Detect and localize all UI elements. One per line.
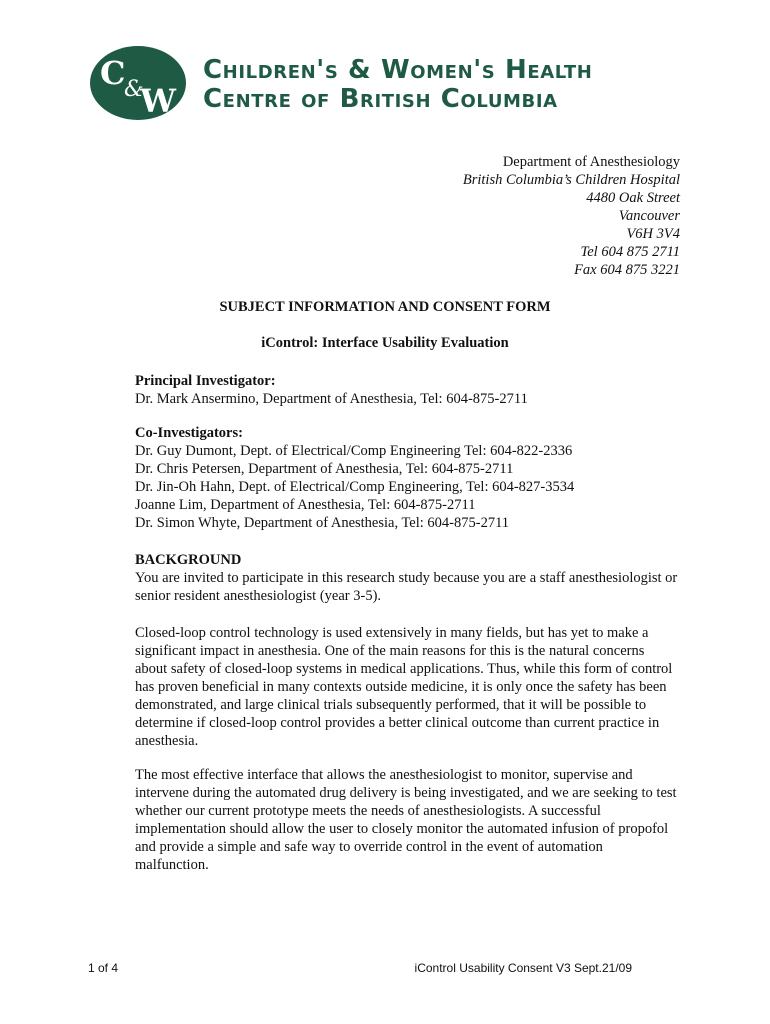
cw-logo-icon — [88, 44, 188, 122]
background-intro: You are invited to participate in this research study because you are a staff anesthesiologist or senior resident anesthesiologist (year 3-5). — [135, 570, 678, 604]
logo-mark-w: W — [140, 82, 176, 120]
principal-investigator-label: Principal Investigator: — [135, 373, 276, 389]
telephone: Tel 604 875 2711 — [580, 244, 680, 260]
background-heading: BACKGROUND — [135, 552, 242, 568]
background-paragraph-1-block — [135, 624, 680, 750]
background-paragraph-1: Closed-loop control technology is used extensively in many fields, but has yet to make a significant impact in anesthesia. One of the main reasons for this is the natural concerns about safety of closed-loop systems in medical applications. Thus, while this form of control has proven beneficial in many contexts outside medicine, it is only once the safety has been demonstrated, and large clinical trials subsequently performed, that it will be possible to determine if closed-loop control provides a better clinical outcome than current practice in anesthesia. — [135, 625, 673, 749]
form-title: SUBJECT INFORMATION AND CONSENT FORM — [219, 299, 551, 315]
logo-wordmark — [203, 56, 592, 114]
city: Vancouver — [618, 208, 680, 224]
co-investigator-item: Joanne Lim, Department of Anesthesia, Tel: 604-875-2711 — [135, 497, 476, 513]
background-paragraph-2-block — [135, 766, 680, 874]
department-name: Department of Anesthesiology — [502, 154, 680, 170]
co-investigators-section — [135, 424, 680, 532]
co-investigator-item: Dr. Jin-Oh Hahn, Dept. of Electrical/Comp Engineering, Tel: 604-827-3534 — [135, 479, 575, 495]
logo-line-2: Centre of British Columbia — [203, 84, 558, 114]
street-address: 4480 Oak Street — [586, 190, 680, 206]
co-investigator-item: Dr. Guy Dumont, Dept. of Electrical/Comp Engineering Tel: 604-822-2336 — [135, 443, 573, 459]
hospital-name: British Columbia’s Children Hospital — [462, 172, 680, 188]
co-investigator-item: Dr. Simon Whyte, Department of Anesthesia, Tel: 604-875-2711 — [135, 515, 510, 531]
principal-investigator-name: Dr. Mark Ansermino, Department of Anesthesia, Tel: 604-875-2711 — [135, 391, 528, 407]
address-block — [463, 153, 680, 279]
postal-code: V6H 3V4 — [626, 226, 680, 242]
background-paragraph-2: The most effective interface that allows the anesthesiologist to monitor, supervise and intervene during the automated drug delivery is being investigated, and we are seeking to test whether our current prototype meets the needs of anesthesiologists. A successful implementation should allow the user to closely monitor the automated infusion of propofol and provide a simple and safe way to override control in the event of automation malfunction. — [135, 767, 677, 873]
co-investigator-item: Dr. Chris Petersen, Department of Anesthesia, Tel: 604-875-2711 — [135, 461, 514, 477]
logo-mark-amp: & — [124, 77, 144, 102]
principal-investigator-section — [135, 372, 680, 408]
co-investigators-label: Co-Investigators: — [135, 425, 243, 441]
page-number: 1 of 4 — [88, 961, 119, 975]
logo-mark-c: C — [100, 54, 126, 92]
fax: Fax 604 875 3221 — [574, 262, 680, 278]
study-title: iControl: Interface Usability Evaluation — [261, 335, 509, 351]
background-section — [135, 551, 680, 605]
logo-line-1: Children's & Women's Health — [203, 55, 593, 85]
document-version: iControl Usability Consent V3 Sept.21/09 — [414, 961, 632, 975]
